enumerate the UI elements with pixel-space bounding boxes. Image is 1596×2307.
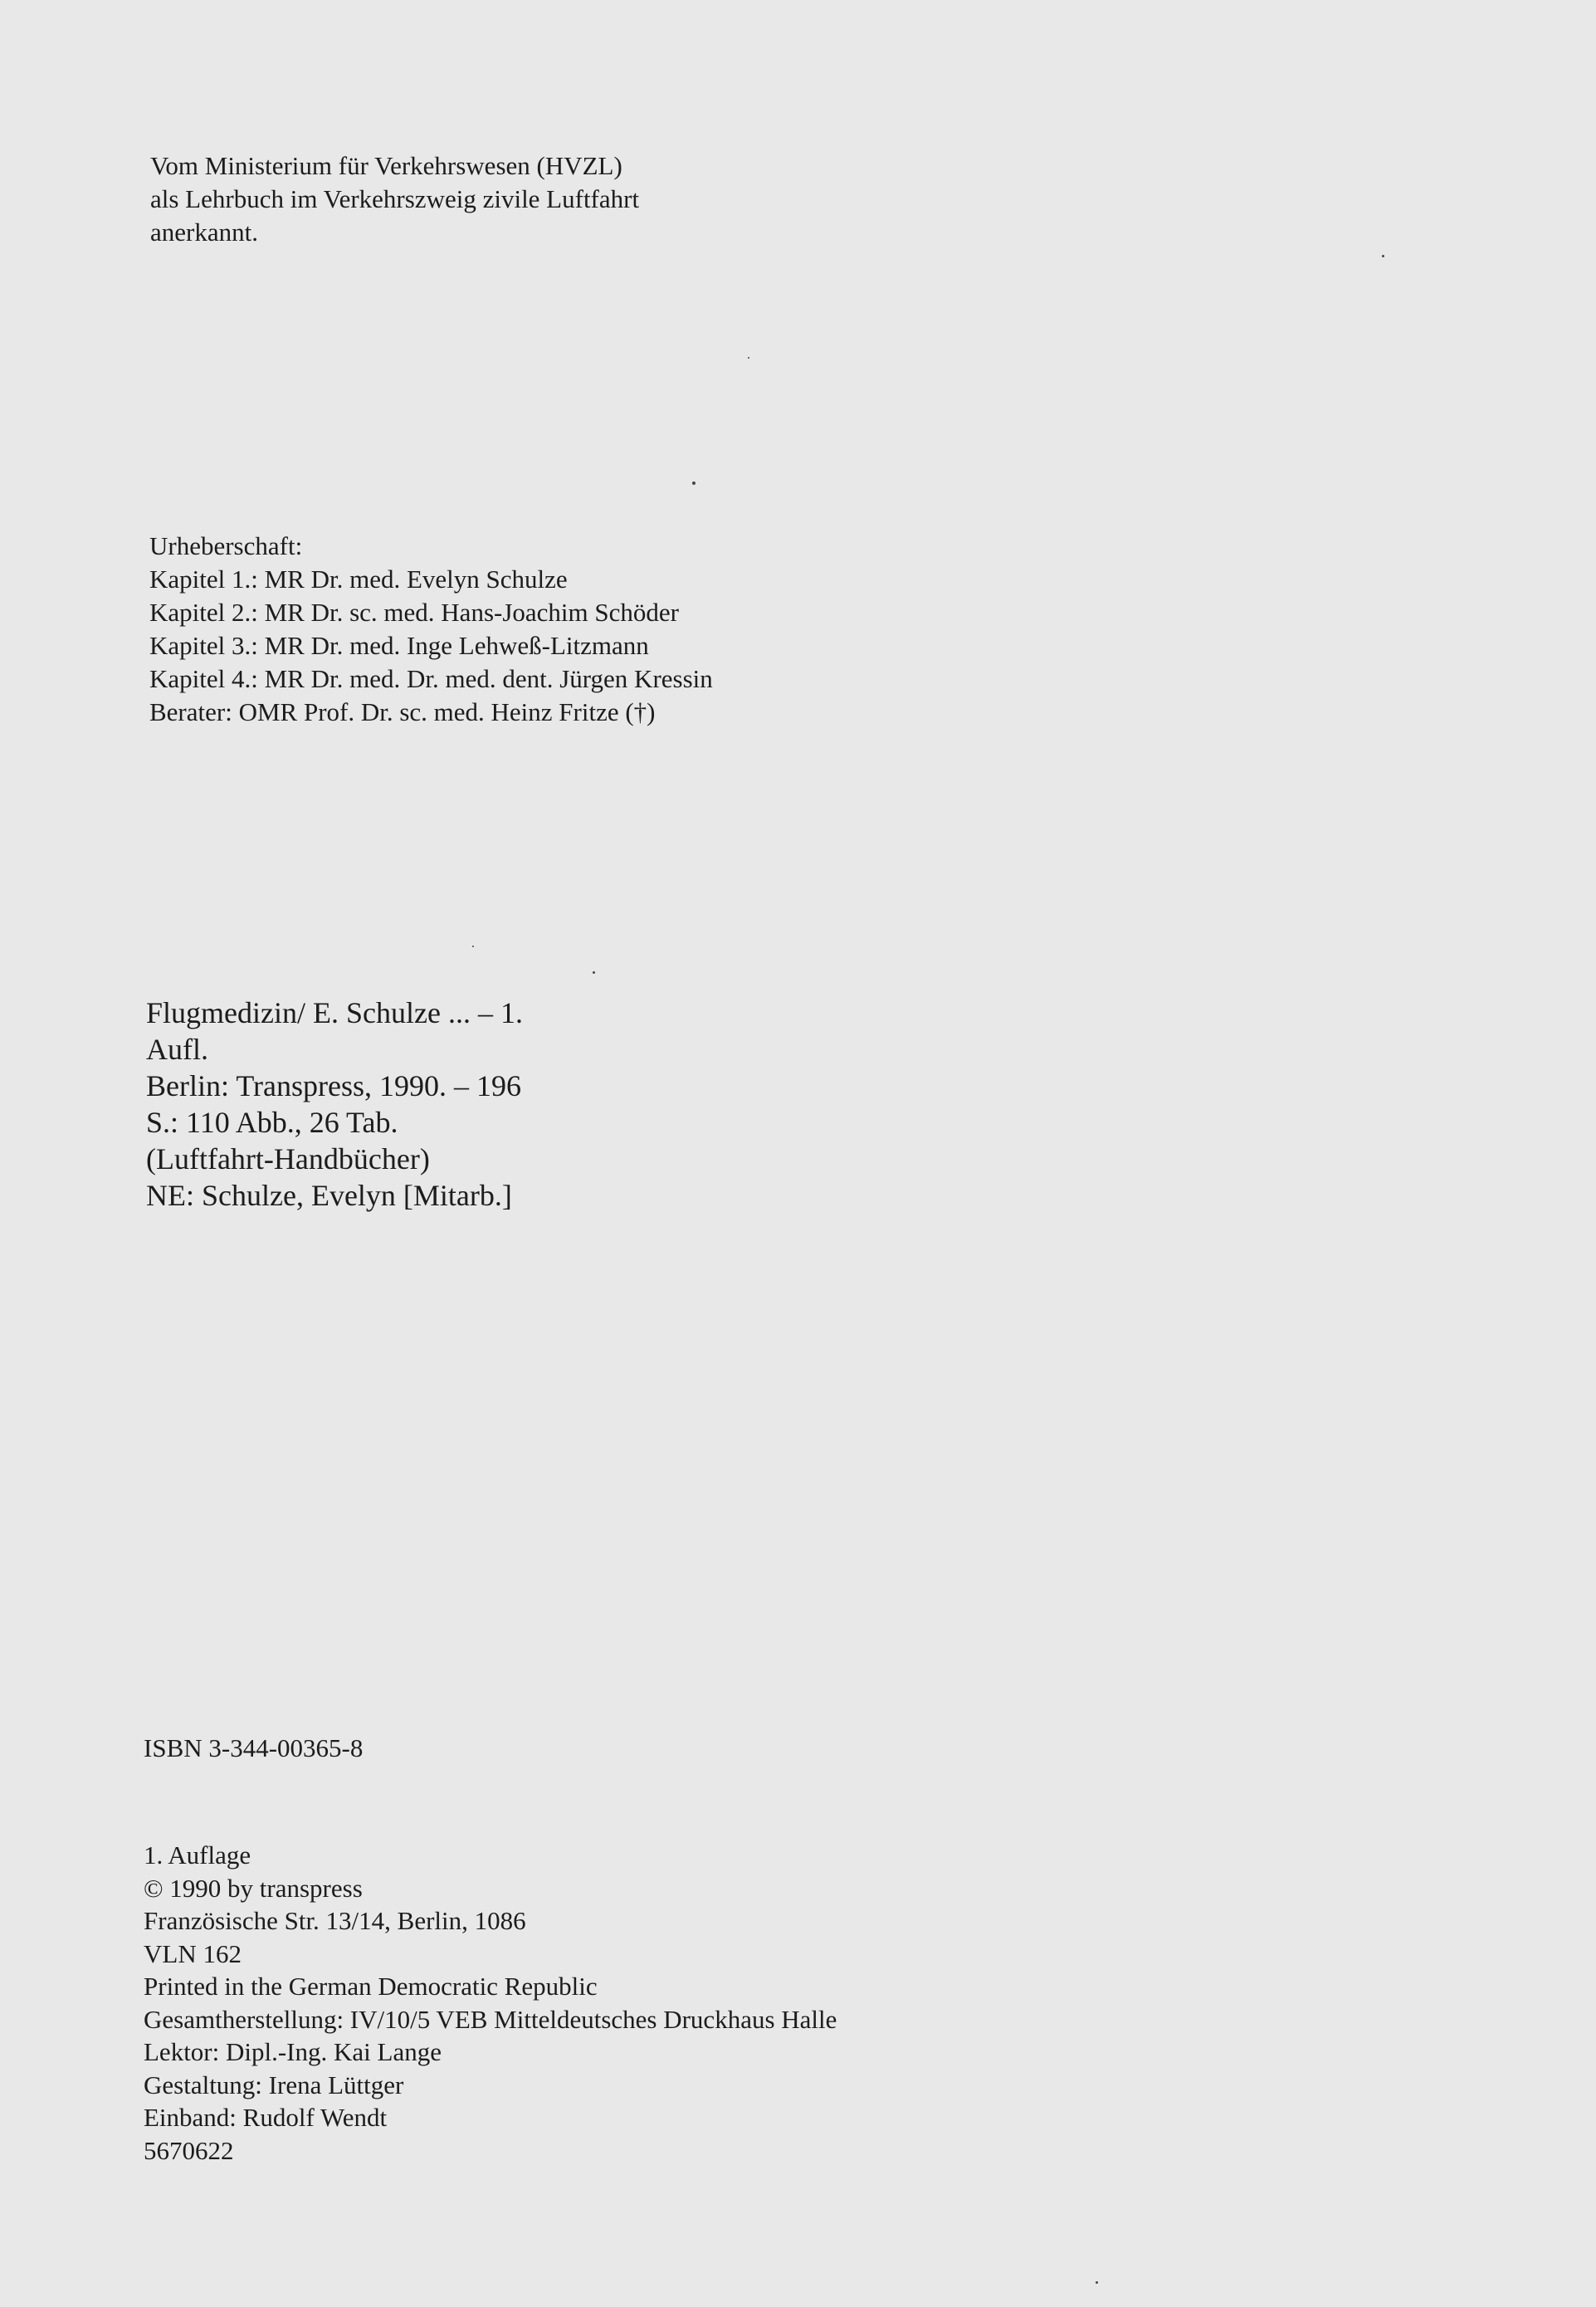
authorship-line: Kapitel 2.: MR Dr. sc. med. Hans-Joachim Schöder (149, 598, 679, 627)
imprint-line: 5670622 (144, 2135, 234, 2165)
imprint-block (144, 1839, 837, 2167)
scan-speck (593, 971, 595, 974)
authorship-line: Berater: OMR Prof. Dr. sc. med. Heinz Fritze (†) (149, 697, 656, 726)
scan-speck (748, 357, 749, 359)
authorship-block (149, 530, 713, 729)
approval-line: anerkannt. (150, 218, 258, 247)
scan-speck (1382, 255, 1384, 257)
approval-notice (150, 149, 639, 249)
scan-speck (692, 481, 696, 485)
isbn-text: ISBN 3-344-00365-8 (144, 1733, 364, 1762)
approval-line: Vom Ministerium für Verkehrswesen (HVZL) (150, 151, 622, 180)
scan-speck (472, 946, 474, 947)
catalog-line: Berlin: Transpress, 1990. – 196 (146, 1069, 522, 1102)
catalog-line: (Luftfahrt-Handbücher) (146, 1142, 430, 1175)
catalog-line: S.: 110 Abb., 26 Tab. (146, 1106, 398, 1139)
imprint-line: © 1990 by transpress (144, 1873, 363, 1903)
authorship-heading: Urheberschaft: (149, 531, 303, 560)
scan-speck (1096, 2281, 1098, 2284)
imprint-line: Printed in the German Democratic Republic (144, 1972, 598, 2001)
imprint-line: Einband: Rudolf Wendt (144, 2103, 388, 2132)
catalog-line: Flugmedizin/ E. Schulze ... – 1. (146, 996, 523, 1029)
imprint-line: Lektor: Dipl.-Ing. Kai Lange (144, 2037, 442, 2066)
imprint-line: Gesamtherstellung: IV/10/5 VEB Mitteldeutsches Druckhaus Halle (144, 2004, 837, 2034)
imprint-line: VLN 162 (144, 1938, 242, 1968)
imprint-line: Gestaltung: Irena Lüttger (144, 2070, 404, 2099)
authorship-line: Kapitel 3.: MR Dr. med. Inge Lehweß-Litzmann (149, 631, 649, 660)
authorship-line: Kapitel 1.: MR Dr. med. Evelyn Schulze (149, 565, 568, 594)
authorship-line: Kapitel 4.: MR Dr. med. Dr. med. dent. Jürgen Kressin (149, 664, 713, 693)
catalog-entry (146, 995, 523, 1214)
catalog-line: Aufl. (146, 1033, 208, 1066)
catalog-line: NE: Schulze, Evelyn [Mitarb.] (146, 1179, 512, 1212)
imprint-line: 1. Auflage (144, 1840, 251, 1870)
imprint-line: Französische Str. 13/14, Berlin, 1086 (144, 1906, 526, 1935)
isbn (144, 1732, 363, 1765)
approval-line: als Lehrbuch im Verkehrszweig zivile Luftfahrt (150, 184, 640, 213)
